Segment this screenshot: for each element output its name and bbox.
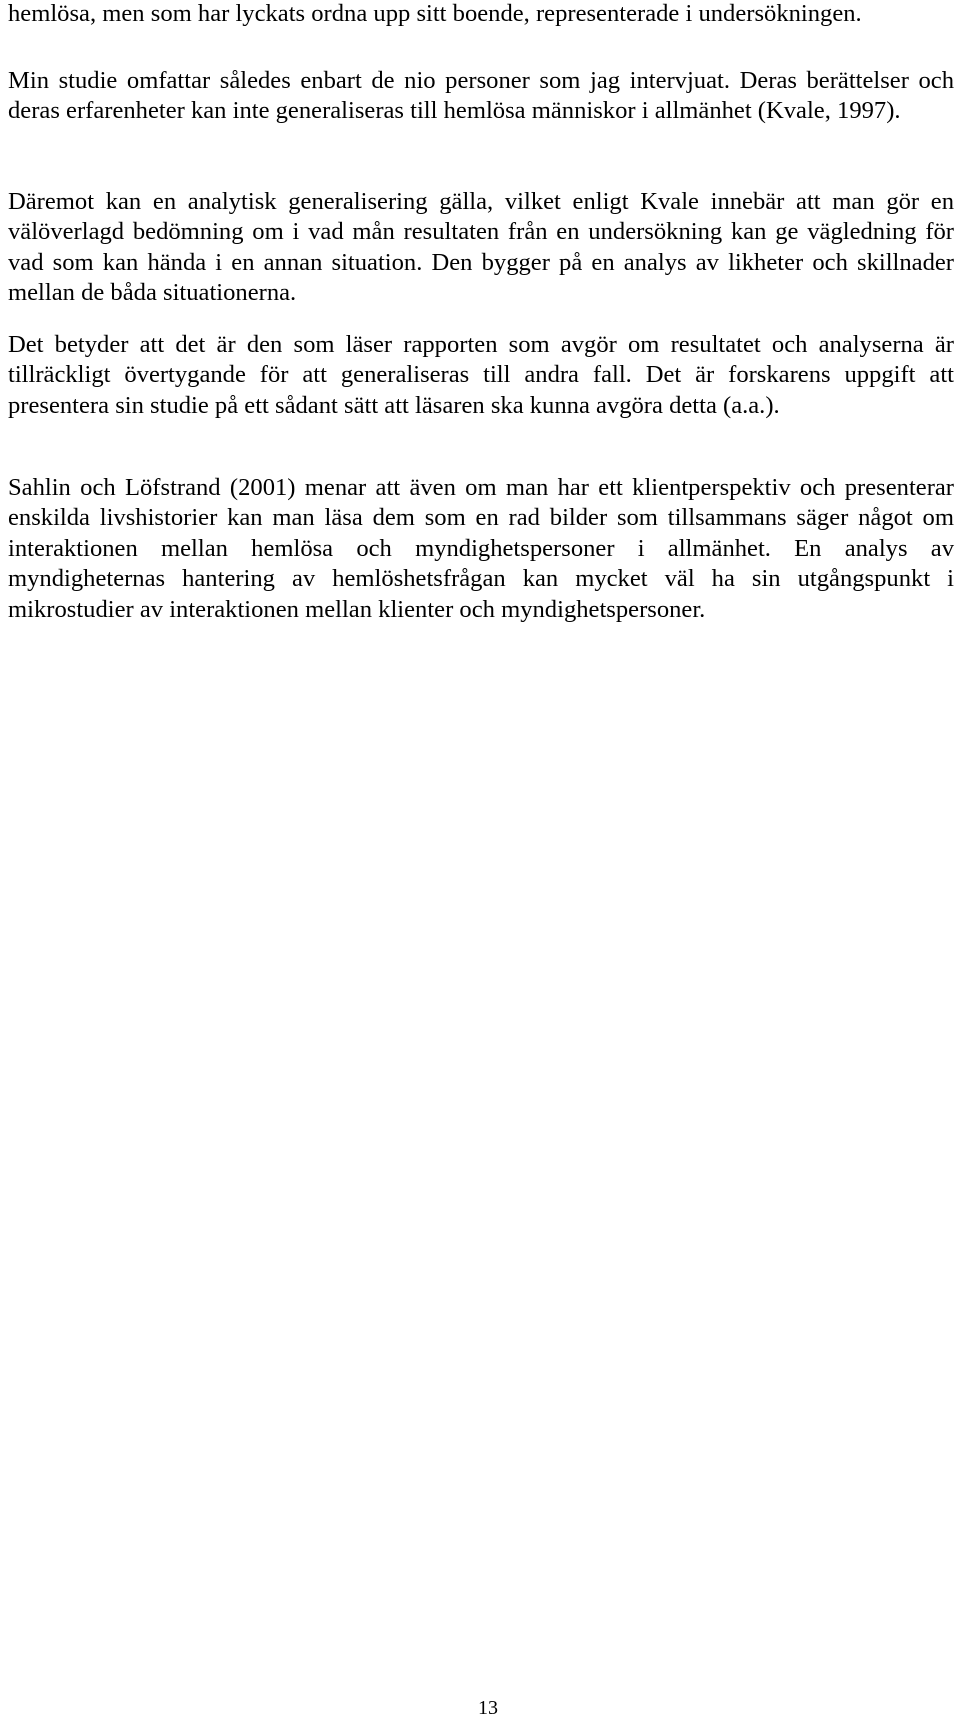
- paragraph-1: hemlösa, men som har lyckats ordna upp sitt boende, representerade i undersökningen.: [8, 0, 862, 27]
- page-number: 13: [478, 1697, 498, 1719]
- paragraph-2: Min studie omfattar således enbart de nio personer som jag intervjuat. Deras berättelser och deras erfarenheter kan inte generaliseras till hemlösa människor i allmänhet (Kvale, 1997).: [8, 67, 954, 125]
- paragraph-3: Däremot kan en analytisk generalisering gälla, vilket enligt Kvale innebär att man gör en välöverlagd bedömning om i vad mån resultaten från en undersökning kan ge vägledning för vad som kan hända i en annan situation. Den bygger på en analys av likheter och skillnader mellan de båda situationerna.: [8, 188, 954, 307]
- paragraph-5: Sahlin och Löfstrand (2001) menar att även om man har ett klientperspektiv och presenterar enskilda livshistorier kan man läsa dem som en rad bilder som tillsammans säger något om interaktionen mellan hemlösa och myndighetspersoner i allmänhet. En analys av myndigheternas hantering av hemlöshetsfrågan kan mycket väl ha sin utgångspunkt i mikrostudier av interaktionen mellan klienter och myndighetspersoner.: [8, 474, 954, 623]
- document-page: [8, 0, 954, 1731]
- paragraph-4: Det betyder att det är den som läser rapporten som avgör om resultatet och analyserna är tillräckligt övertygande för att generaliseras till andra fall. Det är forskarens uppgift att presentera sin studie på ett sådant sätt att läsaren ska kunna avgöra detta (a.a.).: [8, 331, 954, 419]
